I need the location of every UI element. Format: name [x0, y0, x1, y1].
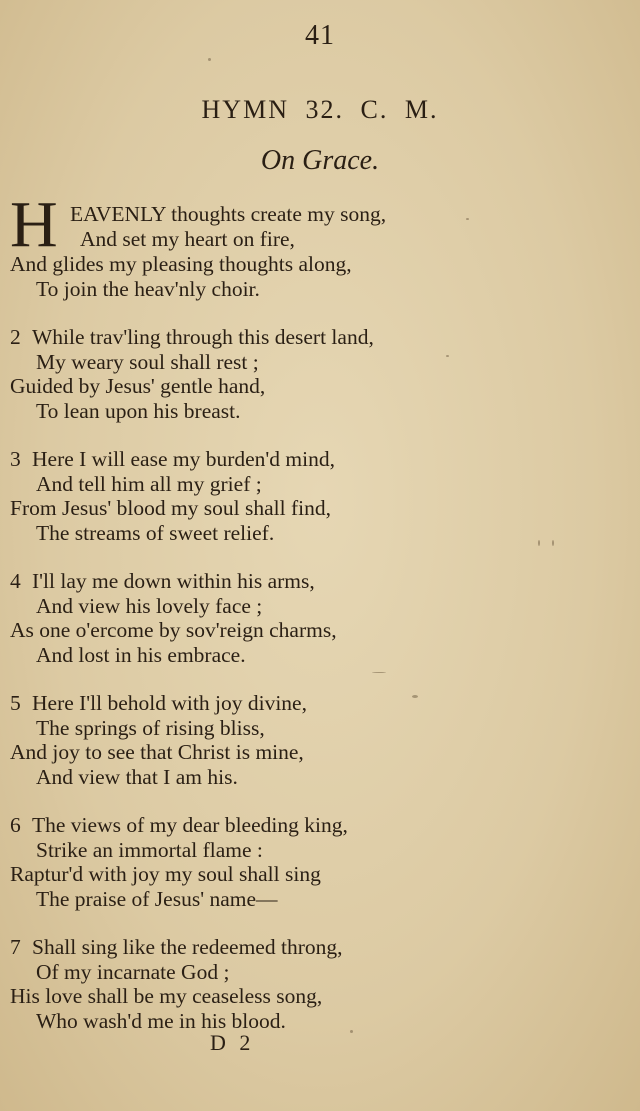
stanza-number: 4 — [10, 569, 21, 593]
stanza-line: And tell him all my grief ; — [36, 471, 262, 496]
drop-cap-letter: H — [10, 188, 58, 261]
stanza-3 — [10, 447, 630, 545]
stanza-2 — [10, 325, 630, 423]
stanza-line: The praise of Jesus' name— — [36, 886, 278, 911]
stanza-number: 6 — [10, 813, 21, 837]
stanza-1-line-3: And glides my pleasing thoughts along, — [10, 252, 352, 276]
stanza-7 — [10, 935, 630, 1033]
stanza-line: And view that I am his. — [36, 764, 238, 789]
paper-speck — [350, 1030, 353, 1033]
stanza-6 — [10, 813, 630, 911]
stanza-number: 5 — [10, 691, 21, 715]
stanza-1-line-2: And set my heart on fire, — [80, 227, 295, 251]
stanza-line: The springs of rising bliss, — [36, 715, 265, 740]
stanza-line: While trav'ling through this desert land, — [32, 325, 374, 349]
page-number: 41 — [305, 20, 335, 51]
stanza-line: And view his lovely face ; — [36, 593, 263, 618]
stanza-line: Who wash'd me in his blood. — [36, 1008, 286, 1033]
stanza-1-line-4: To join the heav'nly choir. — [36, 276, 260, 301]
stanza-5 — [10, 691, 630, 789]
stanza-line: To lean upon his breast. — [36, 398, 241, 423]
stanza-line: Here I'll behold with joy divine, — [32, 691, 307, 715]
stanza-line: From Jesus' blood my soul shall find, — [10, 496, 332, 520]
paper-speck — [208, 58, 211, 61]
paper-speck — [446, 355, 449, 357]
signature-mark: D 2 — [210, 1030, 255, 1055]
stanza-line: The streams of sweet relief. — [36, 520, 275, 545]
stanza-line: Of my incarnate God ; — [36, 959, 230, 984]
stanza-number: 3 — [10, 447, 21, 471]
stanza-4 — [10, 569, 630, 667]
stanza-1-line-1: EAVENLY thoughts create my song, — [70, 202, 387, 226]
paper-speck — [372, 672, 386, 673]
paper-speck — [552, 540, 554, 546]
stanza-line: My weary soul shall rest ; — [36, 349, 259, 374]
stanza-line: I'll lay me down within his arms, — [32, 569, 315, 593]
stanza-line: The views of my dear bleeding king, — [32, 813, 348, 837]
paper-speck — [538, 540, 540, 546]
stanza-line: His love shall be my ceaseless song, — [10, 984, 323, 1008]
stanza-line: And lost in his embrace. — [36, 642, 246, 667]
stanza-number: 2 — [10, 325, 21, 349]
paper-speck — [466, 218, 469, 220]
stanza-line: Shall sing like the redeemed throng, — [32, 935, 343, 959]
stanza-line: Here I will ease my burden'd mind, — [32, 447, 335, 471]
paper-speck — [412, 695, 418, 698]
hymn-title: HYMN 32. C. M. — [201, 95, 439, 124]
stanza-line: Strike an immortal flame : — [36, 837, 263, 862]
stanza-line: Guided by Jesus' gentle hand, — [10, 374, 266, 398]
stanza-line: And joy to see that Christ is mine, — [10, 740, 304, 764]
stanza-1-rest — [10, 252, 630, 301]
stanza-line: As one o'ercome by sov'reign charms, — [10, 618, 337, 642]
stanza-number: 7 — [10, 935, 21, 959]
hymn-subtitle: On Grace. — [260, 145, 380, 176]
stanza-line: Raptur'd with joy my soul shall sing — [10, 862, 321, 886]
